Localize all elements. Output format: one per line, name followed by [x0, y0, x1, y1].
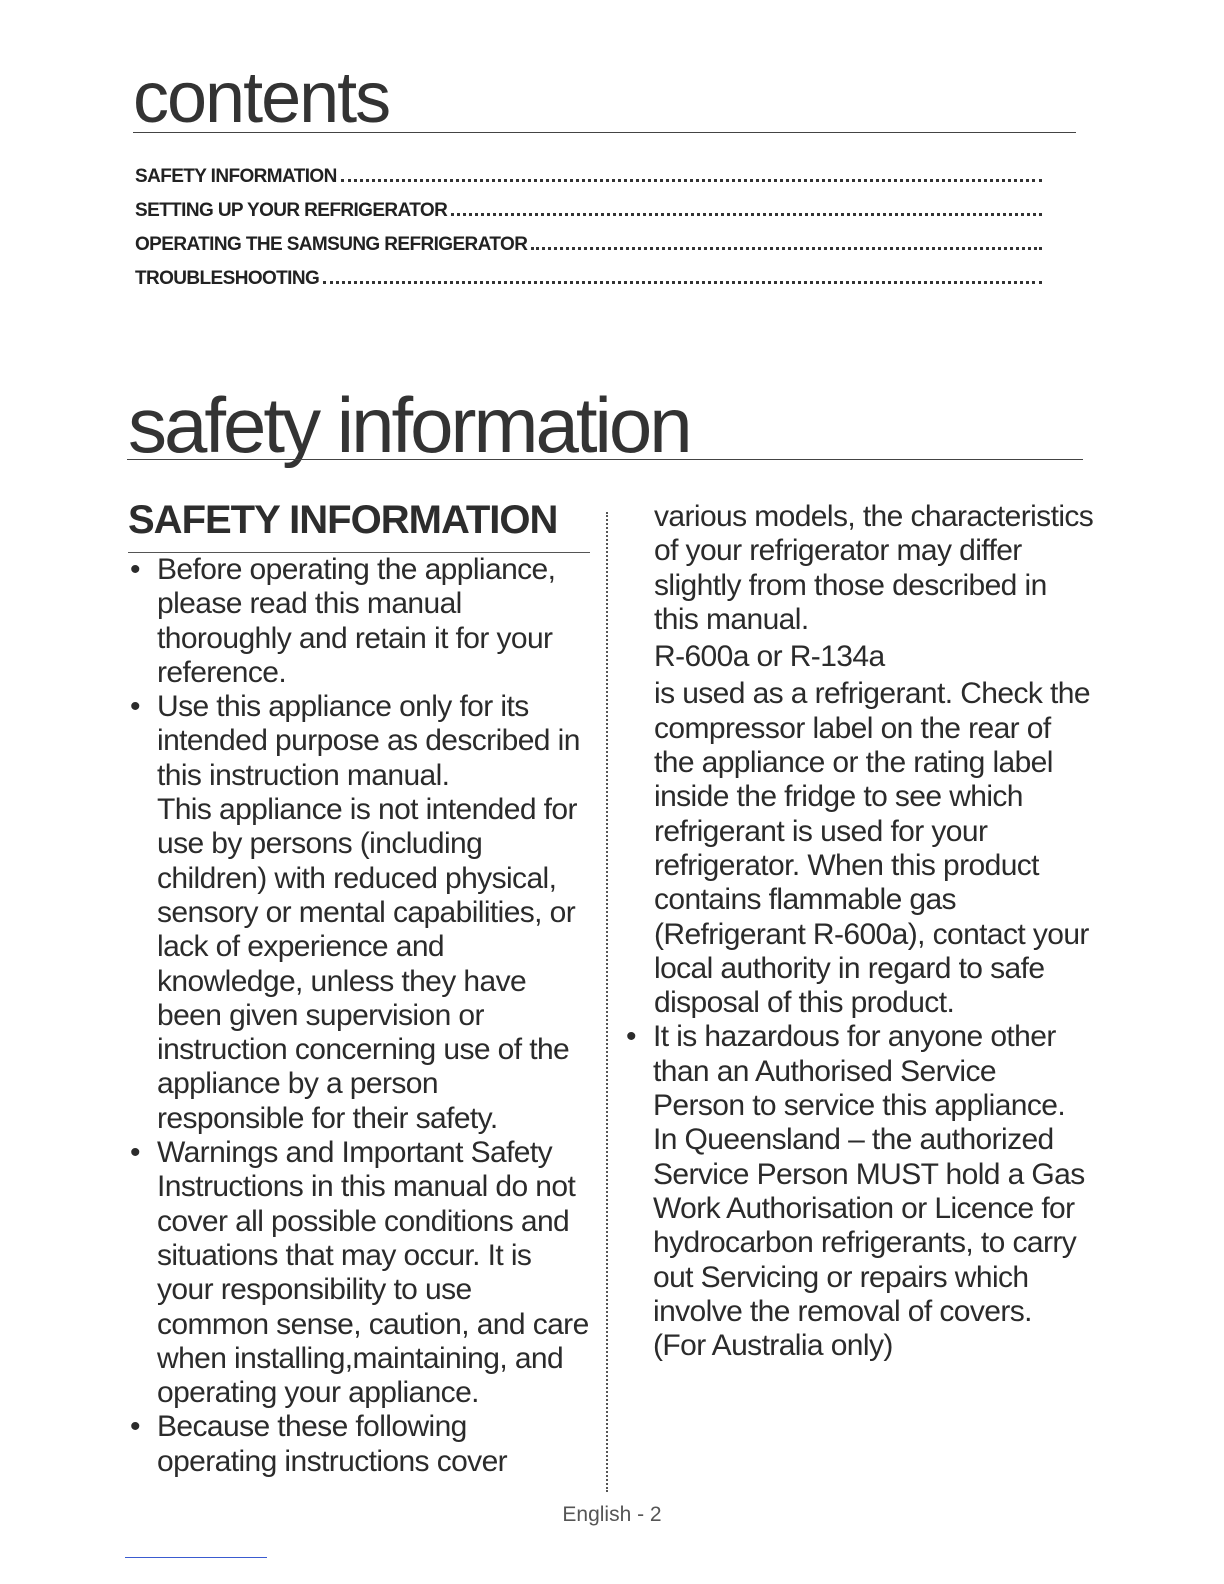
bullet-item — [128, 1136, 590, 1410]
toc-leader-dots — [531, 241, 1042, 250]
section-title: safety information — [128, 381, 690, 469]
bullet-icon: • — [130, 1136, 140, 1170]
footer-underline — [125, 1557, 267, 1558]
contents-rule — [133, 132, 1076, 133]
section-rule — [127, 459, 1083, 460]
bullet-item — [128, 690, 590, 1136]
right-column — [624, 500, 1094, 1363]
toc-item-operating[interactable] — [135, 234, 1042, 268]
bullet-icon: • — [626, 1020, 636, 1054]
bullet-item — [128, 1410, 590, 1479]
page-number: English - 2 — [562, 1503, 662, 1526]
bullet-text: Use this appliance only for its intended purpose as described in this instruction manual. — [157, 690, 580, 792]
contents-title: contents — [133, 58, 390, 138]
bullet-icon: • — [130, 1410, 140, 1444]
toc-item-label: SETTING UP YOUR REFRIGERATOR — [135, 200, 448, 221]
safety-bullet-list — [128, 553, 590, 1479]
bullet-text: It is hazardous for anyone other than an Authorised Service Person to service this appliance. In Queensland – the authorized Service Person MUST hold a Gas Work Authorisation or Licence for hydrocarbon refrigerants, to carry out Servicing or repairs which involve the removal of covers. — [653, 1020, 1085, 1328]
toc-item-label: OPERATING THE SAMSUNG REFRIGERATOR — [135, 234, 528, 255]
toc-leader-dots — [341, 173, 1042, 182]
bullet-icon: • — [130, 553, 140, 586]
continued-text: various models, the characteristics of your refrigerator may differ slightly from those described in this manual. — [654, 500, 1094, 636]
right-bullet-list — [624, 1020, 1094, 1363]
toc-leader-dots — [323, 275, 1042, 284]
toc-item-label: TROUBLESHOOTING — [135, 268, 320, 289]
safety-heading: SAFETY INFORMATION — [128, 496, 590, 553]
toc-item-safety-information[interactable] — [135, 166, 1042, 200]
toc-leader-dots — [451, 207, 1042, 216]
refrigerant-text: is used as a refrigerant. Check the compressor label on the rear of the appliance or the rating label inside the fridge to see which refrigerant is used for your refrigerator. When this product contains flammable gas (Refrigerant R-600a), contact your local authority in regard to safe disposal of this product. — [654, 677, 1090, 1020]
bullet-item — [128, 553, 590, 690]
bullet-text: Because these following operating instructions cover — [157, 1410, 508, 1478]
toc-item-setting-up[interactable] — [135, 200, 1042, 234]
bullet-note: (For Australia only) — [653, 1329, 893, 1363]
left-column — [128, 496, 590, 1479]
bullet-icon: • — [130, 690, 140, 724]
bullet-extra-text: This appliance is not intended for use by persons (including children) with reduced physical, sensory or mental capabilities, or lack of experience and knowledge, unless they have been given supervision or instruction concerning use of the appliance by a person responsible for their safety. — [157, 793, 577, 1135]
table-of-contents — [135, 166, 1042, 302]
refrigerant-type: R-600a or R-134a — [654, 640, 885, 674]
bullet-text: Before operating the appliance, please read this manual thoroughly and retain it for your reference. — [157, 553, 556, 689]
bullet-text: Warnings and Important Safety Instructions in this manual do not cover all possible conditions and situations that may occur. It is your responsibility to use common sense, caution, and care when installing,maintaining, and operating your appliance. — [157, 1136, 589, 1410]
toc-item-troubleshooting[interactable] — [135, 268, 1042, 302]
column-divider — [606, 512, 608, 1492]
toc-item-label: SAFETY INFORMATION — [135, 166, 337, 187]
bullet-item — [624, 1020, 1094, 1363]
